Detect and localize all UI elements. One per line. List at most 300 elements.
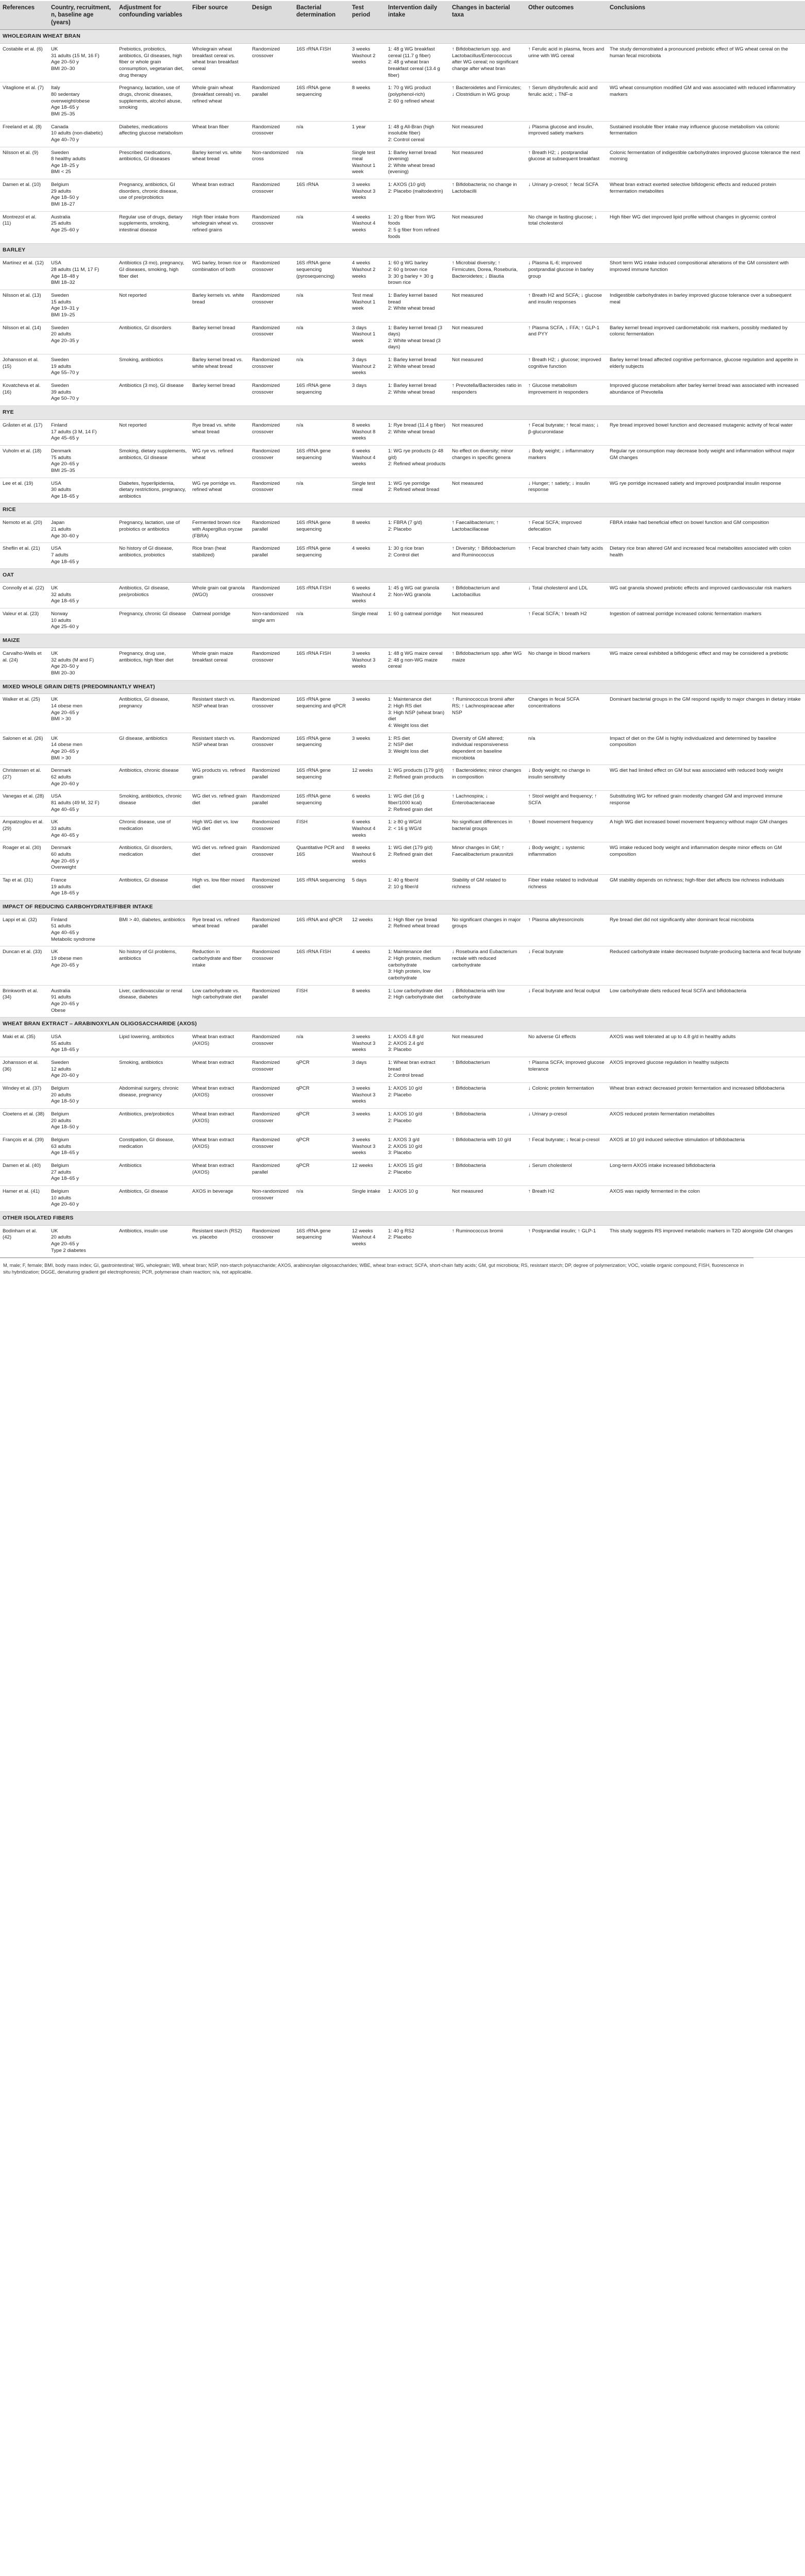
cell-conclusions: Rye bread improved bowel function and decreased mutagenic activity of fecal water xyxy=(607,419,805,445)
table-row xyxy=(0,946,805,985)
cell-country: UK 31 adults (15 M, 16 F) Age 20–50 y BMI 20–30 xyxy=(48,43,116,82)
cell-test-period: 6 weeks Washout 4 weeks xyxy=(349,817,385,842)
cell-conclusions: GM stability depends on richness; high-fiber diet affects low richness individuals xyxy=(607,874,805,900)
cell-fiber-source: Low carbohydrate vs. high carbohydrate diet xyxy=(190,985,249,1018)
cell-bacterial-changes: ↑ Bifidobacterium and Lactobacillus xyxy=(449,583,526,608)
cell-bacterial-determination: n/a xyxy=(294,322,349,354)
table-row xyxy=(0,290,805,322)
cell-reference: Kovatcheva et al. (16) xyxy=(0,380,48,406)
cell-country: UK 14 obese men Age 20–65 y BMI > 30 xyxy=(48,694,116,733)
cell-conclusions: Sustained insoluble fiber intake may influence glucose metabolism via colonic fermentation xyxy=(607,121,805,147)
cell-reference: Valeur et al. (23) xyxy=(0,608,48,634)
cell-adjustment: Regular use of drugs, dietary supplements, smoking, intestinal disease xyxy=(116,211,190,244)
cell-reference: Carvalho-Wells et al. (24) xyxy=(0,648,48,680)
cell-adjustment: Smoking, antibiotics xyxy=(116,1057,190,1083)
table-row xyxy=(0,380,805,406)
cell-other-outcomes: ↑ Fecal SCFA; improved defecation xyxy=(526,517,607,543)
cell-design: Randomized crossover xyxy=(249,648,294,680)
cell-intervention: 1: AXOS (10 g/d) 2: Placebo (maltodextrin) xyxy=(385,179,449,212)
cell-design: Randomized crossover xyxy=(249,322,294,354)
cell-country: UK 14 obese men Age 20–65 y BMI > 30 xyxy=(48,733,116,765)
cell-bacterial-changes: ↑ Faecalibacterium; ↑ Lactobacillaceae xyxy=(449,517,526,543)
cell-bacterial-changes: ↑ Bifidobacterium spp. after WG maize xyxy=(449,648,526,680)
cell-adjustment: Antibiotics (3 mo), GI disease xyxy=(116,380,190,406)
cell-conclusions: High fiber WG diet improved lipid profile without changes in glycemic control xyxy=(607,211,805,244)
cell-country: Sweden 19 adults Age 55–70 y xyxy=(48,354,116,380)
cell-bacterial-determination: 16S rRNA gene sequencing xyxy=(294,1225,349,1258)
cell-design: Randomized crossover xyxy=(249,583,294,608)
cell-adjustment: Antibiotics, GI disease xyxy=(116,1185,190,1211)
cell-design: Randomized crossover xyxy=(249,121,294,147)
cell-design: Randomized parallel xyxy=(249,82,294,121)
cell-other-outcomes: ↑ Fecal butyrate; ↓ fecal p-cresol xyxy=(526,1134,607,1160)
cell-adjustment: Constipation, GI disease, medication xyxy=(116,1134,190,1160)
cell-adjustment: Not reported xyxy=(116,419,190,445)
cell-intervention: 1: RS diet 2: NSP diet 3: Weight loss diet xyxy=(385,733,449,765)
cell-bacterial-changes: ↑ Prevotella/Bacteroides ratio in responders xyxy=(449,380,526,406)
cell-adjustment: Antibiotics, insulin use xyxy=(116,1225,190,1258)
cell-fiber-source: Rye bread vs. white wheat bread xyxy=(190,419,249,445)
cell-other-outcomes: ↑ Serum dihydroferulic acid and ferulic acid; ↓ TNF-α xyxy=(526,82,607,121)
cell-conclusions: Wheat bran extract exerted selective bifidogenic effects and reduced protein fermentation metabolites xyxy=(607,179,805,212)
cell-intervention: 1: Low carbohydrate diet 2: High carbohydrate diet xyxy=(385,985,449,1018)
cell-conclusions: Rye bread diet did not significantly alter dominant fecal microbiota xyxy=(607,914,805,946)
cell-reference: Montrezol et al. (11) xyxy=(0,211,48,244)
cell-test-period: 8 weeks Washout 6 weeks xyxy=(349,842,385,875)
cell-intervention: 1: AXOS 10 g/d 2: Placebo xyxy=(385,1108,449,1134)
cell-other-outcomes: ↑ Breath H2 and SCFA; ↓ glucose and insulin responses xyxy=(526,290,607,322)
cell-test-period: 3 weeks xyxy=(349,1108,385,1134)
cell-country: UK 32 adults Age 18–65 y xyxy=(48,583,116,608)
cell-bacterial-determination: FISH xyxy=(294,817,349,842)
cell-adjustment: Antibiotics (3 mo), pregnancy, GI diseases, smoking, high fiber diet xyxy=(116,258,190,290)
cell-design: Randomized crossover xyxy=(249,419,294,445)
cell-reference: Gråsten et al. (17) xyxy=(0,419,48,445)
cell-other-outcomes: ↑ Plasma SCFA; improved glucose tolerance xyxy=(526,1057,607,1083)
cell-intervention: 1: 40 g RS2 2: Placebo xyxy=(385,1225,449,1258)
cell-conclusions: AXOS improved glucose regulation in healthy subjects xyxy=(607,1057,805,1083)
cell-design: Randomized crossover xyxy=(249,211,294,244)
cell-design: Randomized crossover xyxy=(249,380,294,406)
cell-design: Randomized crossover xyxy=(249,290,294,322)
cell-bacterial-determination: 16S rRNA gene sequencing xyxy=(294,517,349,543)
cell-bacterial-determination: qPCR xyxy=(294,1160,349,1185)
cell-bacterial-determination: 16S rRNA FISH xyxy=(294,43,349,82)
cell-bacterial-determination: 16S rRNA FISH xyxy=(294,648,349,680)
cell-reference: Tap et al. (31) xyxy=(0,874,48,900)
cell-reference: Sheflin et al. (21) xyxy=(0,543,48,569)
cell-other-outcomes: ↑ Bowel movement frequency xyxy=(526,817,607,842)
cell-reference: Hamer et al. (41) xyxy=(0,1185,48,1211)
cell-intervention: 1: 48 g All-Bran (high insoluble fiber) 2: Control cereal xyxy=(385,121,449,147)
cell-fiber-source: High WG diet vs. low WG diet xyxy=(190,817,249,842)
header-bacterial-changes: Changes in bacterial taxa xyxy=(449,1,526,30)
cell-test-period: 4 weeks Washout 2 weeks xyxy=(349,258,385,290)
cell-adjustment: Pregnancy, drug use, antibiotics, high fiber diet xyxy=(116,648,190,680)
cell-fiber-source: Wheat bran extract (AXOS) xyxy=(190,1031,249,1057)
table-row xyxy=(0,179,805,212)
cell-other-outcomes: ↑ Fecal butyrate; ↑ fecal mass; ↓ β-glucuronidase xyxy=(526,419,607,445)
cell-bacterial-determination: n/a xyxy=(294,478,349,503)
cell-intervention: 1: 45 g WG oat granola 2: Non-WG granola xyxy=(385,583,449,608)
cell-design: Randomized crossover xyxy=(249,1134,294,1160)
cell-intervention: 1: 70 g WG product (polyphenol-rich) 2: 60 g refined wheat xyxy=(385,82,449,121)
cell-intervention: 1: AXOS 3 g/d 2: AXOS 10 g/d 3: Placebo xyxy=(385,1134,449,1160)
cell-design: Randomized crossover xyxy=(249,1031,294,1057)
cell-fiber-source: Resistant starch vs. NSP wheat bran xyxy=(190,694,249,733)
cell-bacterial-determination: FISH xyxy=(294,985,349,1018)
cell-test-period: 3 weeks Washout 3 weeks xyxy=(349,179,385,212)
cell-reference: Ampatzoglou et al. (29) xyxy=(0,817,48,842)
section-title: OAT xyxy=(0,569,805,583)
table-row xyxy=(0,765,805,791)
cell-other-outcomes: ↓ Plasma IL-6; improved postprandial glucose in barley group xyxy=(526,258,607,290)
cell-bacterial-determination: 16S rRNA gene sequencing xyxy=(294,765,349,791)
cell-bacterial-changes: ↑ Bifidobacteria with 10 g/d xyxy=(449,1134,526,1160)
cell-reference: Damen et al. (10) xyxy=(0,179,48,212)
cell-bacterial-determination: 16S rRNA sequencing xyxy=(294,874,349,900)
cell-country: Canada 10 adults (non-diabetic) Age 40–70 y xyxy=(48,121,116,147)
cell-test-period: 3 weeks Washout 2 weeks xyxy=(349,43,385,82)
cell-intervention: 1: 60 g WG barley 2: 60 g brown rice 3: 30 g barley + 30 g brown rice xyxy=(385,258,449,290)
cell-other-outcomes: No change in blood markers xyxy=(526,648,607,680)
section-title: MAIZE xyxy=(0,634,805,648)
cell-design: Randomized crossover xyxy=(249,354,294,380)
cell-conclusions: This study suggests RS improved metabolic markers in T2D alongside GM changes xyxy=(607,1225,805,1258)
cell-bacterial-determination: 16S rRNA xyxy=(294,179,349,212)
cell-other-outcomes: ↑ Glucose metabolism improvement in responders xyxy=(526,380,607,406)
cell-bacterial-changes: No significant differences in bacterial groups xyxy=(449,817,526,842)
cell-other-outcomes: ↓ Body weight; ↓ inflammatory markers xyxy=(526,445,607,478)
cell-bacterial-determination: 16S rRNA gene sequencing and qPCR xyxy=(294,694,349,733)
cell-design: Randomized crossover xyxy=(249,733,294,765)
cell-conclusions: Indigestible carbohydrates in barley improved glucose tolerance over a subsequent meal xyxy=(607,290,805,322)
cell-bacterial-determination: n/a xyxy=(294,354,349,380)
cell-other-outcomes: Fiber intake related to individual richness xyxy=(526,874,607,900)
cell-intervention: 1: High fiber rye bread 2: Refined wheat bread xyxy=(385,914,449,946)
table-row xyxy=(0,445,805,478)
cell-fiber-source: Wheat bran extract xyxy=(190,179,249,212)
cell-reference: Vitaglione et al. (7) xyxy=(0,82,48,121)
cell-country: USA 55 adults Age 18–65 y xyxy=(48,1031,116,1057)
cell-intervention: 1: Wheat bran extract bread 2: Control bread xyxy=(385,1057,449,1083)
cell-conclusions: Colonic fermentation of indigestible carbohydrates improved glucose tolerance the next morning xyxy=(607,147,805,179)
table-row xyxy=(0,874,805,900)
cell-country: Belgium 20 adults Age 18–50 y xyxy=(48,1108,116,1134)
cell-country: France 19 adults Age 18–65 y xyxy=(48,874,116,900)
cell-bacterial-changes: Not measured xyxy=(449,419,526,445)
cell-bacterial-determination: 16S rRNA FISH xyxy=(294,946,349,985)
cell-adjustment: Diabetes, medications affecting glucose metabolism xyxy=(116,121,190,147)
cell-test-period: Test meal Washout 1 week xyxy=(349,290,385,322)
cell-country: UK 33 adults Age 40–65 y xyxy=(48,817,116,842)
cell-design: Randomized crossover xyxy=(249,817,294,842)
cell-reference: Nilsson et al. (13) xyxy=(0,290,48,322)
section-title: IMPACT OF REDUCING CARBOHYDRATE/FIBER INTAKE xyxy=(0,900,805,914)
cell-adjustment: Smoking, antibiotics xyxy=(116,354,190,380)
cell-country: Australia 91 adults Age 20–65 y Obese xyxy=(48,985,116,1018)
cell-test-period: 6 weeks xyxy=(349,791,385,817)
table-row xyxy=(0,147,805,179)
table-row xyxy=(0,419,805,445)
cell-country: Denmark 62 adults Age 20–60 y xyxy=(48,765,116,791)
cell-fiber-source: Wheat bran extract (AXOS) xyxy=(190,1134,249,1160)
cell-conclusions: Impact of diet on the GM is highly individualized and determined by baseline composition xyxy=(607,733,805,765)
cell-country: Sweden 20 adults Age 20–35 y xyxy=(48,322,116,354)
cell-reference: Connolly et al. (22) xyxy=(0,583,48,608)
cell-test-period: 3 weeks xyxy=(349,694,385,733)
cell-conclusions: FBRA intake had beneficial effect on bowel function and GM composition xyxy=(607,517,805,543)
cell-test-period: 12 weeks xyxy=(349,1160,385,1185)
table-row xyxy=(0,791,805,817)
table-row xyxy=(0,258,805,290)
cell-design: Randomized crossover xyxy=(249,1225,294,1258)
cell-fiber-source: High fiber intake from wholegrain wheat vs. refined grains xyxy=(190,211,249,244)
cell-bacterial-changes: Not measured xyxy=(449,1031,526,1057)
cell-bacterial-changes: Not measured xyxy=(449,211,526,244)
cell-bacterial-changes: ↑ Bifidobacterium spp. and Lactobacillus/Enterococcus after WG cereal; no significant change after wheat bran xyxy=(449,43,526,82)
cell-design: Randomized parallel xyxy=(249,914,294,946)
section-title: RYE xyxy=(0,406,805,420)
section-row xyxy=(0,900,805,914)
cell-test-period: 5 days xyxy=(349,874,385,900)
cell-bacterial-changes: ↑ Bacteroidetes; minor changes in composition xyxy=(449,765,526,791)
cell-country: Italy 80 sedentary overweight/obese Age 18–65 y BMI 25–35 xyxy=(48,82,116,121)
cell-fiber-source: Barley kernel bread xyxy=(190,380,249,406)
table-row xyxy=(0,43,805,82)
table-row xyxy=(0,1031,805,1057)
cell-fiber-source: Wheat bran fiber xyxy=(190,121,249,147)
cell-bacterial-determination: qPCR xyxy=(294,1057,349,1083)
cell-reference: Vanegas et al. (28) xyxy=(0,791,48,817)
cell-other-outcomes: No change in fasting glucose; ↓ total cholesterol xyxy=(526,211,607,244)
cell-design: Randomized parallel xyxy=(249,765,294,791)
cell-fiber-source: Oatmeal porridge xyxy=(190,608,249,634)
cell-conclusions: Improved glucose metabolism after barley kernel bread was associated with increased abundance of Prevotella xyxy=(607,380,805,406)
cell-bacterial-determination: n/a xyxy=(294,147,349,179)
cell-bacterial-changes: Diversity of GM altered; individual responsiveness dependent on baseline microbiota xyxy=(449,733,526,765)
cell-bacterial-determination: 16S rRNA FISH xyxy=(294,583,349,608)
table-row xyxy=(0,648,805,680)
table-header xyxy=(0,1,805,30)
cell-test-period: 3 weeks Washout 3 weeks xyxy=(349,1134,385,1160)
cell-bacterial-changes: Minor changes in GM; ↑ Faecalibacterium prausnitzii xyxy=(449,842,526,875)
cell-conclusions: Ingestion of oatmeal porridge increased colonic fermentation markers xyxy=(607,608,805,634)
cell-other-outcomes: ↑ Fecal branched chain fatty acids xyxy=(526,543,607,569)
table-row xyxy=(0,322,805,354)
table-row xyxy=(0,1134,805,1160)
cell-adjustment: Pregnancy, lactation, use of drugs, chronic diseases, supplements, alcohol abuse, smoking xyxy=(116,82,190,121)
cell-fiber-source: Wheat bran extract (AXOS) xyxy=(190,1160,249,1185)
studies-table xyxy=(0,1,805,1258)
cell-bacterial-determination: 16S rRNA gene sequencing (pyrosequencing) xyxy=(294,258,349,290)
cell-test-period: 6 weeks Washout 4 weeks xyxy=(349,583,385,608)
cell-test-period: 3 weeks Washout 3 weeks xyxy=(349,1031,385,1057)
cell-test-period: 12 weeks xyxy=(349,914,385,946)
cell-adjustment: BMI > 40, diabetes, antibiotics xyxy=(116,914,190,946)
cell-other-outcomes: ↓ Hunger; ↑ satiety; ↓ insulin response xyxy=(526,478,607,503)
cell-intervention: 1: Barley kernel bread (3 days) 2: White wheat bread (3 days) xyxy=(385,322,449,354)
table-row xyxy=(0,1225,805,1258)
cell-design: Randomized parallel xyxy=(249,791,294,817)
cell-other-outcomes: ↑ Fecal SCFA; ↑ breath H2 xyxy=(526,608,607,634)
cell-design: Randomized crossover xyxy=(249,842,294,875)
cell-bacterial-changes: Not measured xyxy=(449,290,526,322)
cell-other-outcomes: ↓ Body weight; no change in insulin sensitivity xyxy=(526,765,607,791)
cell-country: Belgium 29 adults Age 18–50 y BMI 18–27 xyxy=(48,179,116,212)
cell-design: Non-randomized single arm xyxy=(249,608,294,634)
cell-intervention: 1: WG diet (16 g fiber/1000 kcal) 2: Refined grain diet xyxy=(385,791,449,817)
cell-bacterial-determination: Quantitative PCR and 16S xyxy=(294,842,349,875)
cell-other-outcomes: ↑ Breath H2 xyxy=(526,1185,607,1211)
cell-other-outcomes: ↑ Plasma SCFA, ↓ FFA; ↑ GLP-1 and PYY xyxy=(526,322,607,354)
cell-country: UK 32 adults (M and F) Age 20–50 y BMI 20–30 xyxy=(48,648,116,680)
section-row xyxy=(0,244,805,258)
cell-other-outcomes: n/a xyxy=(526,733,607,765)
cell-country: Australia 25 adults Age 25–60 y xyxy=(48,211,116,244)
cell-adjustment: Antibiotics xyxy=(116,1160,190,1185)
cell-country: Belgium 27 adults Age 18–65 y xyxy=(48,1160,116,1185)
cell-conclusions: AXOS was rapidly fermented in the colon xyxy=(607,1185,805,1211)
section-row xyxy=(0,569,805,583)
cell-bacterial-determination: n/a xyxy=(294,608,349,634)
cell-intervention: 1: ≥ 80 g WG/d 2: < 16 g WG/d xyxy=(385,817,449,842)
cell-bacterial-determination: 16S rRNA and qPCR xyxy=(294,914,349,946)
section-row xyxy=(0,503,805,517)
cell-conclusions: Barley kernel bread improved cardiometabolic risk markers, possibly mediated by colonic fermentation xyxy=(607,322,805,354)
cell-conclusions: Long-term AXOS intake increased bifidobacteria xyxy=(607,1160,805,1185)
cell-country: Norway 10 adults Age 25–60 y xyxy=(48,608,116,634)
cell-reference: Cloetens et al. (38) xyxy=(0,1108,48,1134)
header-conclusions: Conclusions xyxy=(607,1,805,30)
cell-reference: Christensen et al. (27) xyxy=(0,765,48,791)
cell-fiber-source: Wheat bran extract xyxy=(190,1057,249,1083)
cell-other-outcomes: ↓ Fecal butyrate xyxy=(526,946,607,985)
header-test-period: Test period xyxy=(349,1,385,30)
cell-bacterial-changes: ↑ Bifidobacterium xyxy=(449,1057,526,1083)
cell-test-period: 3 days xyxy=(349,1057,385,1083)
table-row xyxy=(0,608,805,634)
cell-reference: Lee et al. (19) xyxy=(0,478,48,503)
cell-intervention: 1: 60 g oatmeal porridge xyxy=(385,608,449,634)
cell-fiber-source: AXOS in beverage xyxy=(190,1185,249,1211)
cell-bacterial-determination: qPCR xyxy=(294,1083,349,1109)
cell-reference: Brinkworth et al. (34) xyxy=(0,985,48,1018)
cell-adjustment: No history of GI problems, antibiotics xyxy=(116,946,190,985)
cell-fiber-source: Whole grain oat granola (WGO) xyxy=(190,583,249,608)
cell-bacterial-determination: 16S rRNA gene sequencing xyxy=(294,445,349,478)
cell-reference: Bodinham et al. (42) xyxy=(0,1225,48,1258)
table-row xyxy=(0,517,805,543)
cell-conclusions: The study demonstrated a pronounced prebiotic effect of WG wheat cereal on the human fecal microbiota xyxy=(607,43,805,82)
section-title: WHOLEGRAIN WHEAT BRAN xyxy=(0,30,805,44)
cell-reference: Windey et al. (37) xyxy=(0,1083,48,1109)
cell-conclusions: AXOS reduced protein fermentation metabolites xyxy=(607,1108,805,1134)
cell-country: UK 20 adults Age 20–65 y Type 2 diabetes xyxy=(48,1225,116,1258)
cell-other-outcomes: ↑ Breath H2; ↓ glucose; improved cognitive function xyxy=(526,354,607,380)
cell-design: Randomized crossover xyxy=(249,258,294,290)
cell-intervention: 1: 40 g fiber/d 2: 10 g fiber/d xyxy=(385,874,449,900)
cell-adjustment: Prebiotics, probiotics, antibiotics, GI diseases, high fiber or whole grain consumption, vegetarian diet, drug therapy xyxy=(116,43,190,82)
cell-test-period: 3 weeks xyxy=(349,733,385,765)
cell-fiber-source: Wheat bran extract (AXOS) xyxy=(190,1108,249,1134)
cell-bacterial-changes: Not measured xyxy=(449,322,526,354)
cell-bacterial-determination: 16S rRNA gene sequencing xyxy=(294,380,349,406)
cell-test-period: 3 days Washout 2 weeks xyxy=(349,354,385,380)
table-row xyxy=(0,478,805,503)
cell-reference: Martinez et al. (12) xyxy=(0,258,48,290)
cell-adjustment: Lipid lowering, antibiotics xyxy=(116,1031,190,1057)
cell-other-outcomes: ↓ Urinary p-cresol xyxy=(526,1108,607,1134)
cell-reference: Johansson et al. (15) xyxy=(0,354,48,380)
cell-bacterial-changes: Not measured xyxy=(449,147,526,179)
cell-country: Belgium 63 adults Age 18–65 y xyxy=(48,1134,116,1160)
table-row xyxy=(0,121,805,147)
cell-intervention: 1: 30 g rice bran 2: Control diet xyxy=(385,543,449,569)
cell-conclusions: WG maize cereal exhibited a bifidogenic effect and may be considered a prebiotic xyxy=(607,648,805,680)
cell-bacterial-changes: Not measured xyxy=(449,1185,526,1211)
cell-bacterial-changes: ↑ Ruminococcus bromii after RS; ↑ Lachnospiraceae after NSP xyxy=(449,694,526,733)
cell-intervention: 1: Barley kernel bread (evening) 2: White wheat bread (evening) xyxy=(385,147,449,179)
cell-conclusions: A high WG diet increased bowel movement frequency without major GM changes xyxy=(607,817,805,842)
cell-design: Randomized crossover xyxy=(249,1083,294,1109)
cell-country: USA 81 adults (49 M, 32 F) Age 40–65 y xyxy=(48,791,116,817)
cell-intervention: 1: AXOS 4.8 g/d 2: AXOS 2.4 g/d 3: Placebo xyxy=(385,1031,449,1057)
cell-intervention: 1: AXOS 10 g xyxy=(385,1185,449,1211)
cell-test-period: 12 weeks Washout 4 weeks xyxy=(349,1225,385,1258)
cell-fiber-source: WG products vs. refined grain xyxy=(190,765,249,791)
cell-other-outcomes: ↓ Total cholesterol and LDL xyxy=(526,583,607,608)
cell-reference: Damen et al. (40) xyxy=(0,1160,48,1185)
cell-intervention: 1: Rye bread (11.4 g fiber) 2: White wheat bread xyxy=(385,419,449,445)
cell-design: Randomized crossover xyxy=(249,445,294,478)
cell-design: Randomized crossover xyxy=(249,43,294,82)
cell-design: Randomized crossover xyxy=(249,1108,294,1134)
cell-conclusions: AXOS was well tolerated at up to 4.8 g/d in healthy adults xyxy=(607,1031,805,1057)
cell-reference: Roager et al. (30) xyxy=(0,842,48,875)
header-design: Design xyxy=(249,1,294,30)
cell-design: Randomized crossover xyxy=(249,946,294,985)
cell-adjustment: Antibiotics, GI disorders xyxy=(116,322,190,354)
cell-adjustment: Abdominal surgery, chronic disease, pregnancy xyxy=(116,1083,190,1109)
cell-intervention: 1: AXOS 15 g/d 2: Placebo xyxy=(385,1160,449,1185)
cell-adjustment: Antibiotics, pre/probiotics xyxy=(116,1108,190,1134)
cell-country: Denmark 75 adults Age 20–65 y BMI 25–35 xyxy=(48,445,116,478)
header-adjustment: Adjustment for confounding variables xyxy=(116,1,190,30)
cell-fiber-source: Resistant starch vs. NSP wheat bran xyxy=(190,733,249,765)
cell-fiber-source: Barley kernel bread xyxy=(190,322,249,354)
cell-test-period: 6 weeks Washout 4 weeks xyxy=(349,445,385,478)
cell-other-outcomes: ↑ Stool weight and frequency; ↑ SCFA xyxy=(526,791,607,817)
cell-bacterial-determination: n/a xyxy=(294,290,349,322)
cell-bacterial-changes: ↑ Bifidobacteria xyxy=(449,1108,526,1134)
cell-bacterial-determination: qPCR xyxy=(294,1108,349,1134)
cell-adjustment: Antibiotics, chronic disease xyxy=(116,765,190,791)
cell-country: Denmark 60 adults Age 20–65 y Overweight xyxy=(48,842,116,875)
table-row xyxy=(0,1108,805,1134)
cell-fiber-source: WG rye porridge vs. refined wheat xyxy=(190,478,249,503)
cell-design: Non-randomized crossover xyxy=(249,1185,294,1211)
table-row xyxy=(0,985,805,1018)
table-row xyxy=(0,1057,805,1083)
cell-test-period: 3 weeks Washout 3 weeks xyxy=(349,648,385,680)
cell-intervention: 1: WG rye porridge 2: Refined wheat bread xyxy=(385,478,449,503)
cell-fiber-source: Wheat bran extract (AXOS) xyxy=(190,1083,249,1109)
cell-adjustment: Smoking, antibiotics, chronic disease xyxy=(116,791,190,817)
cell-design: Randomized parallel xyxy=(249,1160,294,1185)
section-title: WHEAT BRAN EXTRACT – ARABINOXYLAN OLIGOSACCHARIDE (AXOS) xyxy=(0,1018,805,1031)
cell-bacterial-changes: ↑ Diversity; ↑ Bifidobacterium and Ruminococcus xyxy=(449,543,526,569)
